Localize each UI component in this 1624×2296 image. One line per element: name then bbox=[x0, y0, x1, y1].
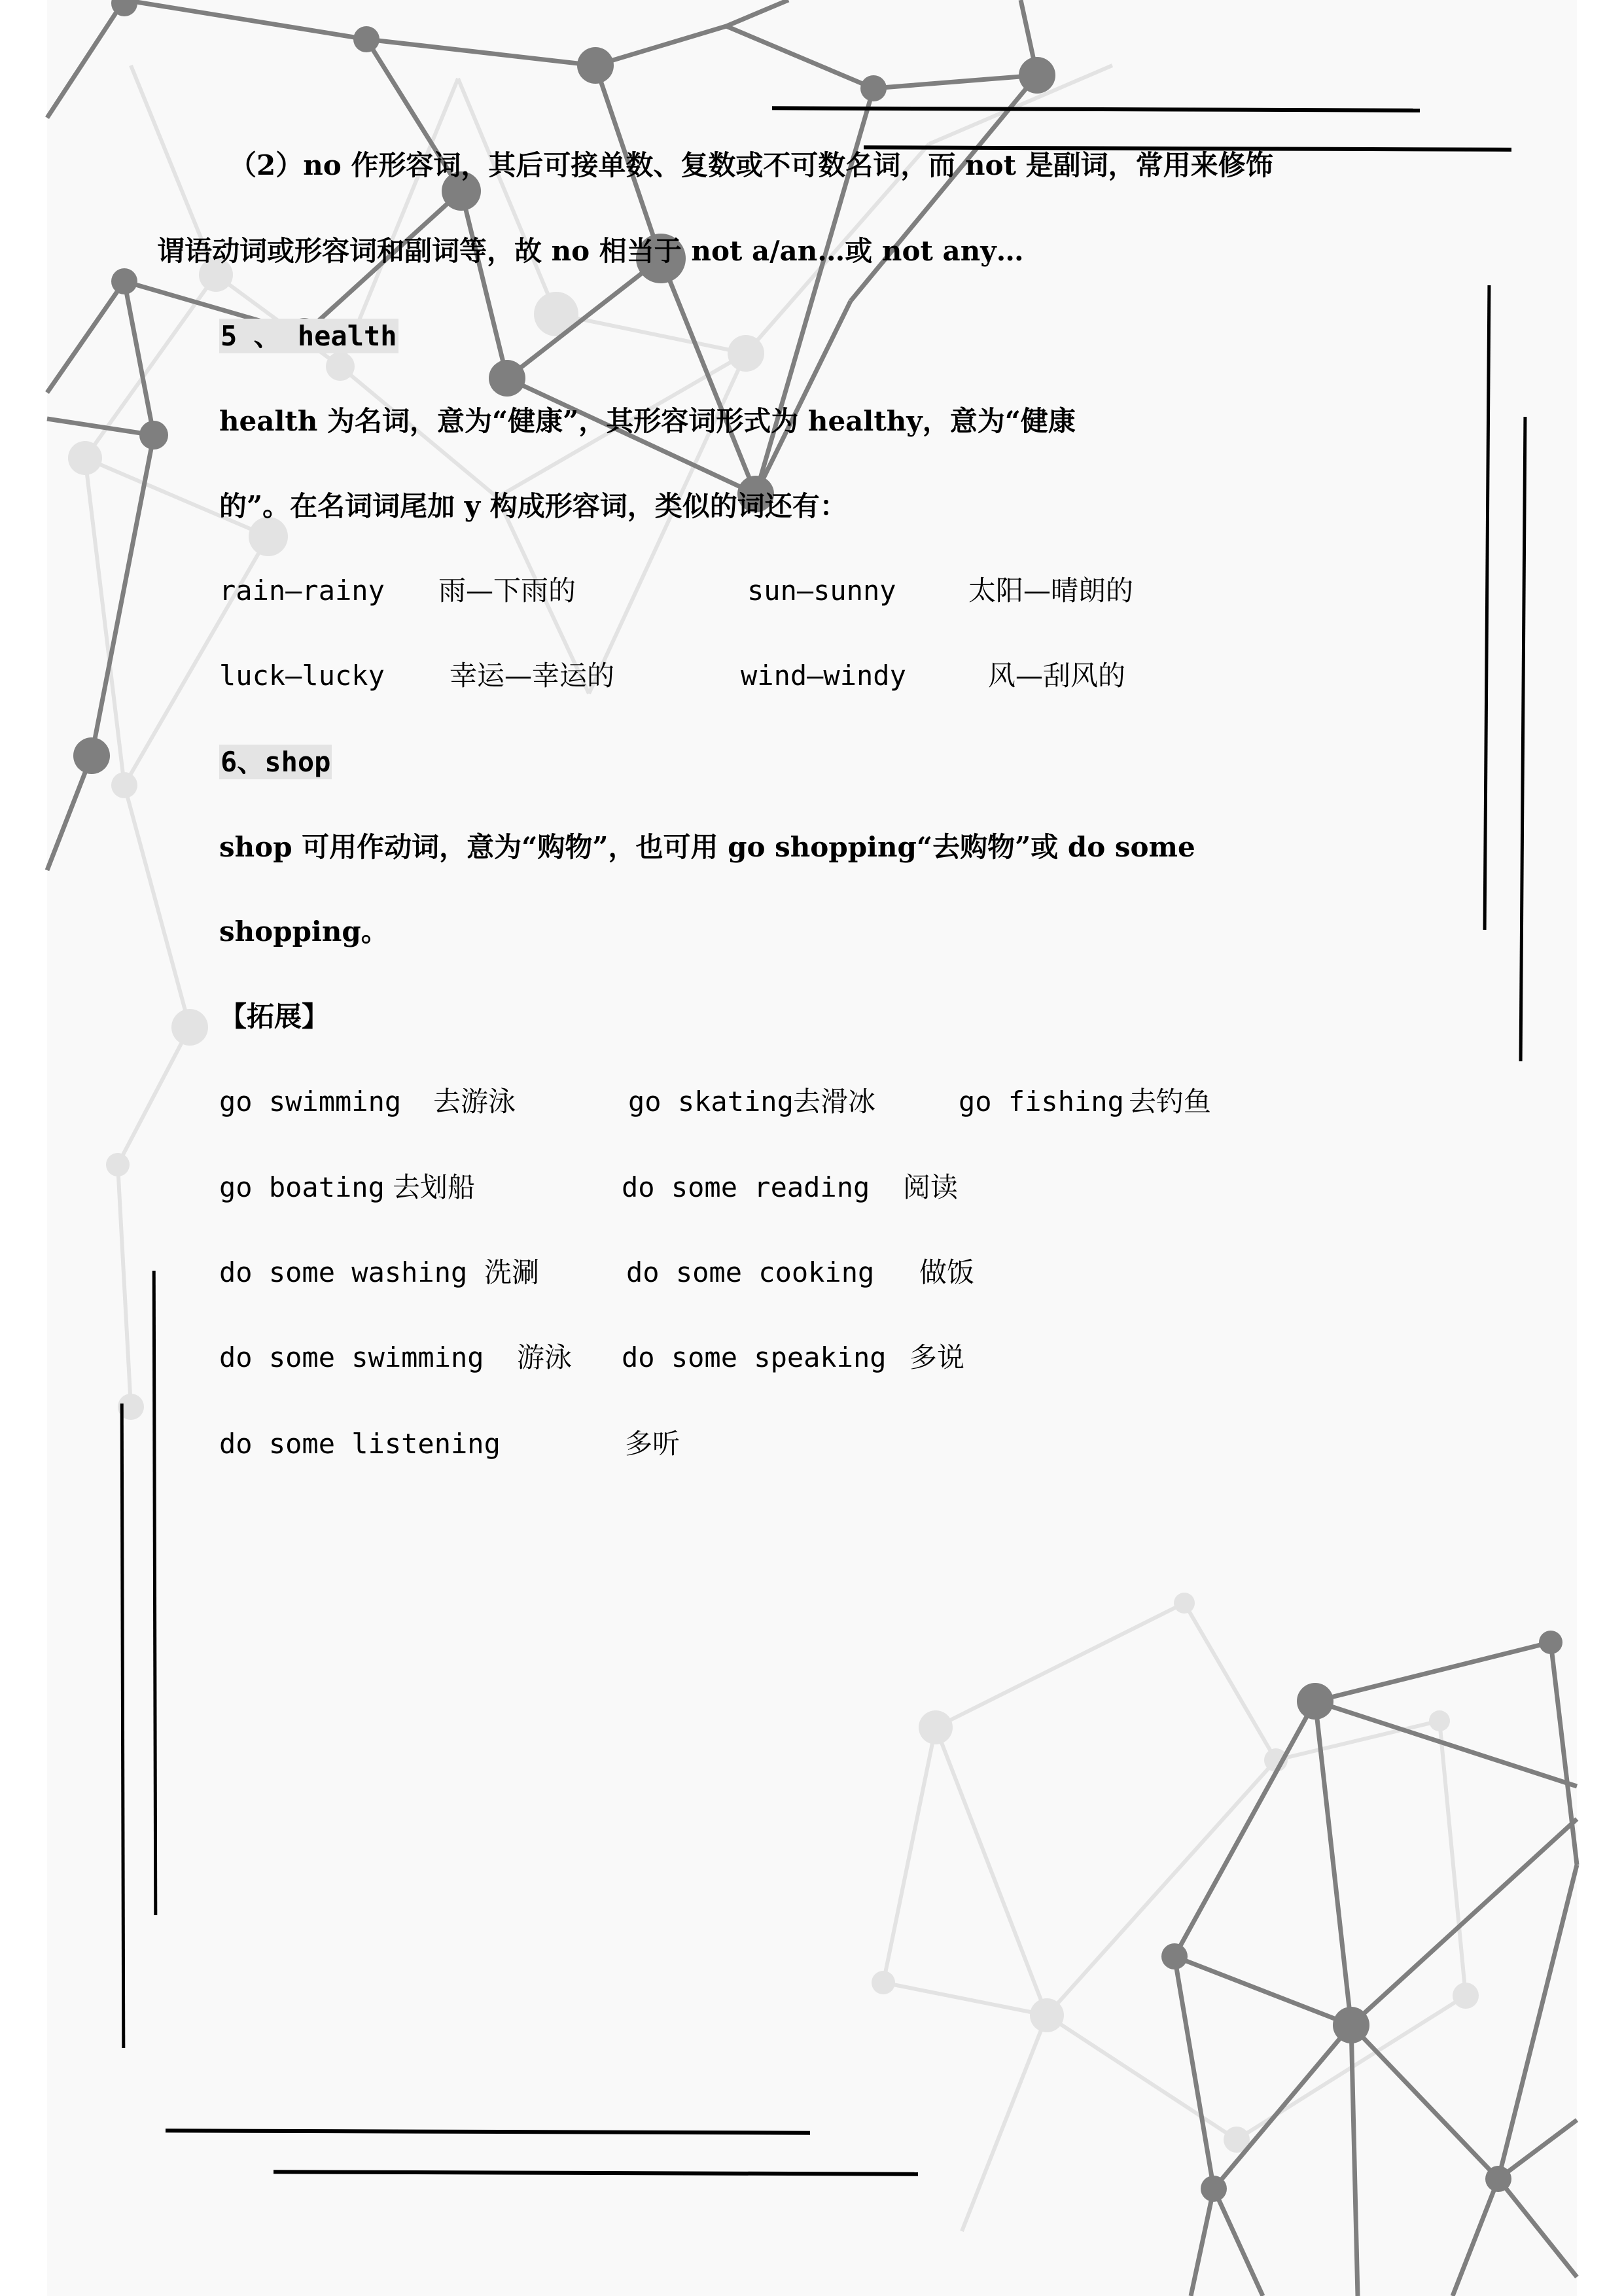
extension-zh: 做饭 bbox=[919, 1256, 975, 1288]
extension-en: do some reading bbox=[622, 1171, 870, 1203]
extension-en: do some speaking bbox=[622, 1341, 887, 1373]
example-en: luck—lucky bbox=[219, 660, 385, 692]
example-en: rain—rainy bbox=[219, 574, 385, 607]
extension-en: do some cooking bbox=[626, 1256, 875, 1288]
extension-zh: 阅读 bbox=[903, 1171, 959, 1203]
example-zh: 风—刮风的 bbox=[988, 660, 1126, 692]
section-6-line2: shopping。 bbox=[219, 915, 389, 947]
extension-zh: 游泳 bbox=[517, 1341, 573, 1373]
section-5-line2: 的”。在名词词尾加 y 构成形容词，类似的词还有： bbox=[219, 490, 847, 522]
section-5-heading bbox=[219, 318, 398, 355]
section-heading-highlight: 6、shop bbox=[221, 746, 331, 778]
paragraph-no-vs-not-line2: 谓语动词或形容词和副词等，故 no 相当于 not a/an…或 not any… bbox=[157, 235, 1024, 267]
example-en: wind—windy bbox=[741, 660, 906, 692]
extension-en: do some listening bbox=[219, 1428, 501, 1460]
section-6-heading bbox=[219, 744, 332, 781]
extension-zh: 去滑冰 bbox=[793, 1086, 876, 1118]
example-zh: 雨—下雨的 bbox=[438, 574, 576, 607]
extension-en: go boating bbox=[219, 1171, 385, 1203]
extension-en: go skating bbox=[628, 1086, 794, 1118]
extension-en: do some swimming bbox=[219, 1341, 484, 1373]
extension-zh: 去游泳 bbox=[433, 1086, 516, 1118]
extension-en: go swimming bbox=[219, 1086, 402, 1118]
extension-heading: 【拓展】 bbox=[219, 1000, 330, 1033]
extension-en: go fishing bbox=[959, 1086, 1124, 1118]
extension-zh: 多听 bbox=[625, 1428, 680, 1460]
extension-zh: 去钓鱼 bbox=[1129, 1086, 1212, 1118]
extension-zh: 多说 bbox=[909, 1341, 965, 1373]
example-zh: 太阳—晴朗的 bbox=[968, 574, 1134, 607]
paragraph-no-vs-not-line1: （2）no 作形容词，其后可接单数、复数或不可数名词，而 not 是副词，常用来修饰 bbox=[229, 149, 1273, 181]
extension-zh: 去划船 bbox=[393, 1171, 476, 1203]
section-6-line1: shop 可用作动词，意为“购物”，也可用 go shopping“去购物”或 do some bbox=[219, 831, 1195, 863]
extension-en: do some washing bbox=[219, 1256, 468, 1288]
example-en: sun—sunny bbox=[747, 574, 896, 607]
extension-zh: 洗涮 bbox=[484, 1256, 540, 1288]
section-5-line1: health 为名词，意为“健康”，其形容词形式为 healthy，意为“健康 bbox=[219, 405, 1076, 437]
section-heading-highlight: 5 、 health bbox=[221, 320, 397, 352]
example-zh: 幸运—幸运的 bbox=[450, 660, 615, 692]
